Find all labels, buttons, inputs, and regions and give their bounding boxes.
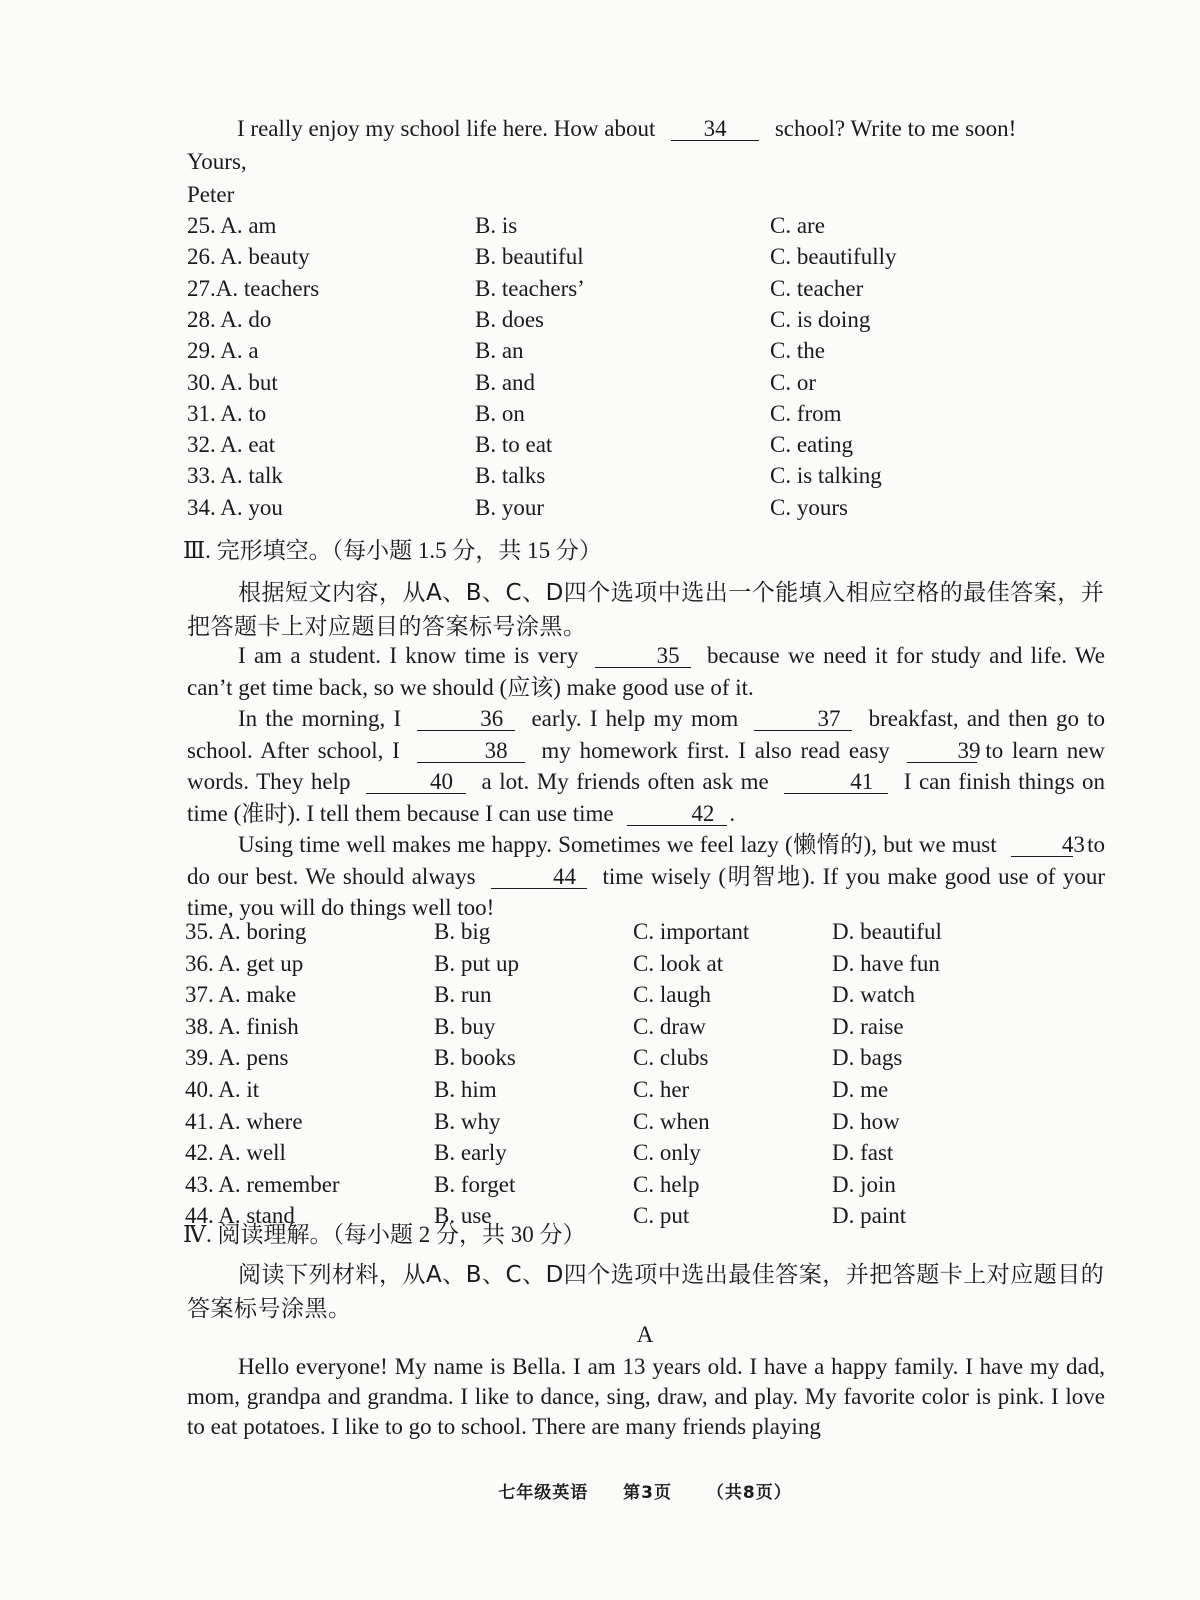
option-b: B. him	[434, 1077, 497, 1102]
option-b: B. your	[475, 494, 544, 520]
option-b: B. an	[475, 338, 524, 364]
option-b: B. put up	[434, 950, 519, 976]
option-c: C. eating	[770, 432, 854, 458]
option-c: C. beautifully	[770, 244, 897, 270]
option-b: B. buy	[434, 1013, 496, 1039]
option-a: 37. A. make	[185, 982, 297, 1008]
option-b: B. big	[434, 919, 491, 944]
blank-37: 37	[754, 708, 852, 731]
option-b: B. early	[434, 1140, 507, 1166]
option-a: 30. A. but	[187, 369, 278, 395]
option-b: B. teachers’	[475, 275, 585, 301]
option-a: 35. A. boring	[185, 919, 307, 944]
footer-total-pages: （共8页）	[706, 1483, 792, 1503]
option-c: C. draw	[633, 1013, 706, 1039]
letter-signature: Peter	[187, 182, 235, 207]
option-d: D. have fun	[832, 950, 940, 976]
section-4-heading: Ⅳ. 阅读理解。（每小题 2 分，共 30 分）	[183, 1222, 586, 1247]
letter-text-end: school? Write to me soon!	[774, 116, 1017, 141]
cloze-text: breakfast, and then go to school. After school, I	[187, 706, 1106, 763]
section-3-heading: Ⅲ. 完形填空。（每小题 1.5 分，共 15 分）	[183, 538, 602, 563]
letter-closing: Yours,	[187, 149, 247, 174]
option-a: 41. A. where	[185, 1108, 303, 1134]
option-b: B. talks	[475, 463, 546, 489]
option-a: 34. A. you	[187, 494, 283, 520]
option-c: C. look at	[633, 950, 724, 976]
option-a: 25. A. am	[187, 213, 277, 238]
option-d: D. beautiful	[832, 919, 942, 944]
option-b: B. on	[475, 400, 525, 426]
option-c: C. put	[633, 1203, 690, 1229]
option-c: C. the	[770, 338, 825, 364]
option-a: 38. A. finish	[185, 1013, 299, 1039]
option-d: D. raise	[832, 1013, 904, 1039]
blank-41: 41	[784, 771, 888, 794]
option-b: B. beautiful	[475, 244, 584, 270]
option-a: 39. A. pens	[185, 1045, 289, 1071]
option-c: C. are	[770, 213, 825, 238]
option-b: B. is	[475, 213, 518, 238]
cloze-text: my homework first. I also read easy	[541, 737, 890, 763]
blank-44: 44	[491, 866, 587, 889]
cloze-text: early. I help my mom	[531, 706, 739, 731]
cloze-text: because we need it for study and life. We can’t get time back, so we should (应该) make good use of it.	[187, 643, 1106, 700]
cloze-text: time wisely (明智地). If you make good use of your time, you will do things well too!	[187, 863, 1105, 920]
option-a: 43. A. remember	[185, 1171, 340, 1197]
section-3-instruction: 根据短文内容，从A、B、C、D四个选项中选出一个能填入相应空格的最佳答案，并把答题卡上对应题目的答案标号涂黑。	[187, 580, 1105, 640]
cloze-text: .	[729, 800, 736, 826]
option-a: 26. A. beauty	[187, 244, 310, 270]
option-b: B. forget	[434, 1171, 516, 1197]
page-footer	[0, 1478, 1200, 1503]
option-c: C. teacher	[770, 275, 864, 301]
option-b: B. why	[434, 1108, 501, 1134]
option-a: 27.A. teachers	[187, 275, 320, 301]
passage-label: A	[636, 1322, 654, 1347]
option-d: D. watch	[832, 982, 916, 1008]
option-c: C. important	[633, 919, 750, 944]
cloze-paragraph-1	[187, 640, 1105, 703]
option-a: 29. A. a	[187, 338, 259, 364]
option-d: D. how	[832, 1108, 900, 1134]
option-b: B. does	[475, 306, 544, 332]
letter-last-line	[237, 114, 1016, 144]
option-d: D. bags	[832, 1045, 903, 1071]
option-b: B. run	[434, 982, 492, 1008]
footer-subject: 七年级英语	[498, 1483, 589, 1503]
cloze-text: a lot. My friends often ask me	[481, 769, 769, 794]
cloze-text: to learn new words. They help	[187, 737, 1106, 794]
option-a: 44. A. stand	[185, 1203, 295, 1229]
cloze-text: I am a student. I know time is very	[238, 643, 579, 668]
option-c: C. help	[633, 1171, 700, 1197]
option-c: C. from	[770, 400, 842, 426]
option-c: C. only	[633, 1140, 701, 1166]
blank-40: 40	[366, 771, 466, 794]
option-a: 32. A. eat	[187, 432, 276, 458]
option-a: 42. A. well	[185, 1140, 286, 1166]
footer-page-number: 第3页	[623, 1483, 672, 1503]
option-a: 40. A. it	[185, 1077, 260, 1102]
option-c: C. her	[633, 1077, 690, 1102]
option-b: B. books	[434, 1045, 516, 1071]
blank-42: 42	[627, 803, 727, 826]
option-c: C. yours	[770, 494, 848, 520]
cloze-paragraph-2	[187, 703, 1105, 829]
blank-39: 39	[907, 740, 977, 763]
option-a: 28. A. do	[187, 306, 272, 332]
blank-34: 34	[671, 118, 759, 141]
option-d: D. fast	[832, 1140, 894, 1166]
option-a: 33. A. talk	[187, 463, 283, 489]
option-c: C. is doing	[770, 306, 871, 332]
blank-43: 43	[1011, 834, 1073, 857]
cloze-text: I can finish things on time (准时). I tell them because I can use time	[187, 769, 1106, 826]
option-c: C. when	[633, 1108, 710, 1134]
cloze-text: to do our best. We should always	[187, 832, 1106, 889]
cloze-paragraph-3	[187, 829, 1105, 924]
option-c: C. clubs	[633, 1045, 709, 1071]
option-d: D. paint	[832, 1203, 907, 1229]
option-b: B. use	[434, 1203, 492, 1229]
option-b: B. to eat	[475, 432, 553, 458]
option-a: 36. A. get up	[185, 950, 304, 976]
letter-text: I really enjoy my school life here. How about	[237, 116, 656, 141]
option-d: D. join	[832, 1171, 896, 1197]
cloze-text: Using time well makes me happy. Sometimes we feel lazy (懒惰的), but we must	[238, 832, 997, 857]
option-c: C. is talking	[770, 463, 882, 489]
reading-passage-a: Hello everyone! My name is Bella. I am 13 years old. I have a happy family. I have my dad, mom, grandpa and grandma. I like to dance, sing, draw, and play. My favorite color is pink. I love to eat potatoes. I like to go to school. There are many friends playing	[187, 1354, 1105, 1439]
option-a: 31. A. to	[187, 400, 267, 426]
blank-38: 38	[417, 740, 525, 763]
blank-35: 35	[595, 645, 691, 668]
cloze-text: In the morning, I	[238, 706, 402, 731]
option-c: C. or	[770, 369, 816, 395]
option-d: D. me	[832, 1077, 889, 1102]
option-b: B. and	[475, 369, 536, 395]
option-c: C. laugh	[633, 982, 711, 1008]
section-4-instruction: 阅读下列材料，从A、B、C、D四个选项中选出最佳答案，并把答题卡上对应题目的答案标号涂黑。	[187, 1262, 1105, 1322]
blank-36: 36	[417, 708, 515, 731]
